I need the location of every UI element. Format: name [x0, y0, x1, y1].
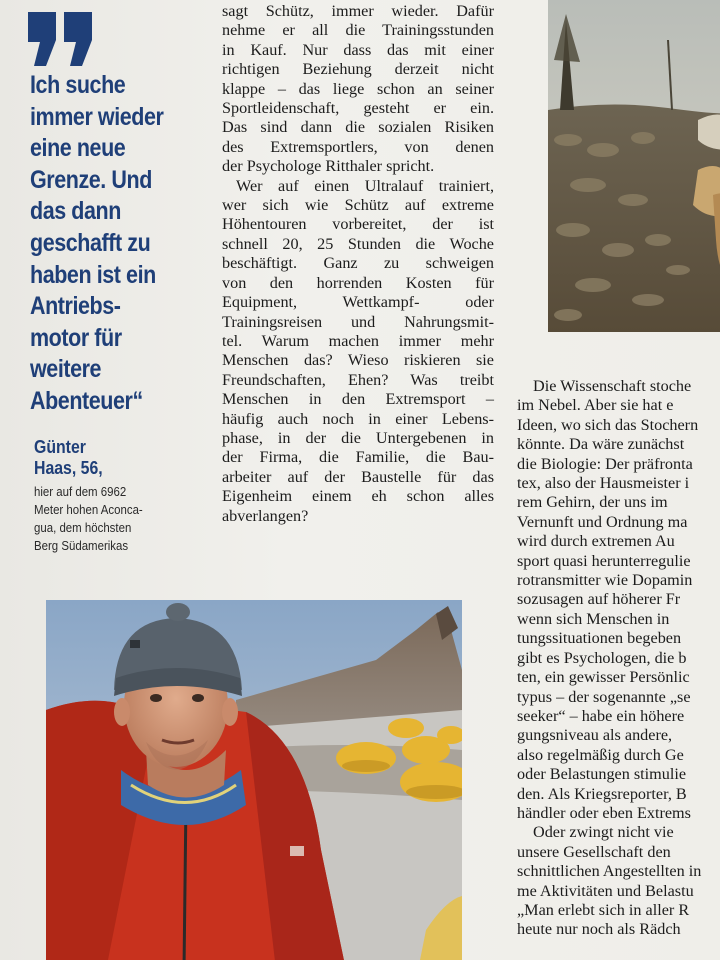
body-line: Menschen das? Wieso riskieren sie — [222, 351, 494, 370]
body-line: schnell 20, 25 Stunden die Woche — [222, 234, 494, 253]
body-line: Höhentouren vorbereitet, der ist — [222, 215, 494, 234]
pull-quote-line: geschafft zu — [30, 228, 151, 257]
body-line: die Biologie: Der präfronta — [517, 454, 693, 473]
body-line: tungssituationen begeben — [517, 629, 682, 648]
body-line: me Aktivitäten und Belastu — [517, 881, 694, 900]
body-line: arbeiter auf der Baustelle für das — [222, 467, 494, 486]
body-line: Das sind dann die sozialen Risiken — [222, 118, 494, 137]
body-line: Sportleidenschaft, gesteht er ein. — [222, 99, 494, 118]
pull-quote-line: das dann — [30, 197, 121, 226]
body-line: sport quasi herunterregulie — [517, 551, 691, 570]
caption-line: Berg Südamerikas — [34, 538, 129, 553]
body-line: richtigen Beziehung derzeit nicht — [222, 60, 494, 79]
body-line: rotransmitter wie Dopamin — [517, 571, 693, 590]
pull-quote-line: eine neue — [30, 134, 126, 163]
body-line: phase, in der die Untergebenen in — [222, 428, 494, 447]
body-line: nehme er all die Trainingsstunden — [222, 21, 494, 40]
pull-quote-line: Ich suche — [30, 71, 126, 99]
body-line: sagt Schütz, immer wieder. Dafür — [222, 2, 494, 20]
caption-line: Meter hohen Aconca- — [34, 502, 143, 517]
body-line: sozusagen auf höherer Fr — [517, 590, 681, 609]
pull-quote-line: weitere — [30, 355, 102, 384]
body-line: also regelmäßig durch Ge — [517, 745, 684, 764]
body-line: in Kauf. Nur dass das mit einer — [222, 40, 494, 59]
body-line: abverlangen? — [222, 506, 309, 525]
pull-quote-line: immer wieder — [30, 102, 164, 131]
body-line: wird durch extremen Au — [517, 532, 675, 551]
body-line: unsere Gesellschaft den — [517, 842, 671, 861]
body-line: tel. Warum machen immer mehr — [222, 331, 494, 350]
body-line: der Firma, die Familie, die Bau- — [222, 448, 494, 467]
body-line: Equipment, Wettkampf- oder — [222, 293, 494, 312]
body-line: Eigenheim einem eh schon alles — [222, 487, 494, 506]
body-line: „Man erlebt sich in aller R — [517, 900, 690, 919]
body-line: des Extremsportlers, von denen — [222, 137, 494, 156]
body-line: heute nur noch als Rädch — [517, 920, 681, 939]
body-line: der Psychologe Ritthaler spricht. — [222, 157, 435, 176]
body-line: klappe – das liege schon an seiner — [222, 79, 494, 98]
body-line: tex, also der Hausmeister i — [517, 474, 690, 493]
body-line: wenn sich Menschen in — [517, 609, 670, 628]
body-line: von den horrenden Kosten für — [222, 273, 494, 292]
person-name-line: Günter — [34, 437, 86, 457]
body-line: Oder zwingt nicht vie — [533, 823, 674, 842]
body-line: Wer auf einen Ultralauf trainiert, — [236, 176, 494, 195]
climber-portrait-photo — [46, 600, 462, 960]
body-line: im Nebel. Aber sie hat e — [517, 396, 674, 415]
body-line: Freundschaften, Ehen? Was treibt — [222, 370, 494, 389]
body-line: könnte. Da wäre zunächst — [517, 435, 685, 454]
body-line: seeker“ – habe ein höhere — [517, 706, 685, 725]
photo-caption — [34, 483, 143, 555]
pull-quote-line: Antriebs- — [30, 292, 121, 321]
person-name-line: Haas, 56, — [34, 458, 103, 478]
body-line: wer sich wie Schütz auf extreme — [222, 196, 494, 215]
body-line: typus – der sogenannte „se — [517, 687, 691, 706]
pull-quote-line: haben ist ein — [30, 260, 156, 289]
quotation-mark-icon — [26, 10, 96, 68]
body-line: beschäftigt. Ganz zu schweigen — [222, 254, 494, 273]
body-line: ten, ein gewisser Persönlic — [517, 668, 690, 687]
body-line: Trainingsreisen und Nahrungsmit- — [222, 312, 494, 331]
article-column-right — [517, 377, 720, 940]
body-line: Menschen in den Extremsport – — [222, 390, 494, 409]
body-line: gibt es Psychologen, die b — [517, 648, 687, 667]
body-line: Vernunft und Ordnung ma — [517, 512, 688, 531]
article-column-middle — [222, 2, 494, 526]
caption-line: gua, dem höchsten — [34, 520, 132, 535]
landscape-photo — [548, 0, 720, 332]
body-line: Die Wissenschaft stoche — [533, 377, 692, 395]
body-line: gungsniveau als andere, — [517, 726, 673, 745]
body-line: den. Als Kriegsreporter, B — [517, 784, 687, 803]
body-line: oder Belastungen stimulie — [517, 765, 687, 784]
body-line: händler oder eben Extrems — [517, 803, 691, 822]
caption-line: hier auf dem 6962 — [34, 484, 127, 499]
pull-quote-line: Abenteuer“ — [30, 386, 143, 415]
pull-quote — [30, 70, 211, 418]
body-line: häufig auch noch in einer Lebens- — [222, 409, 494, 428]
pull-quote-line: Grenze. Und — [30, 165, 152, 194]
body-line: rem Gehirn, der uns im — [517, 493, 668, 512]
body-line: Ideen, wo sich das Stochern — [517, 415, 699, 434]
person-name — [34, 437, 103, 479]
body-line: schnittlichen Angestellten in — [517, 862, 702, 881]
pull-quote-line: motor für — [30, 323, 122, 352]
